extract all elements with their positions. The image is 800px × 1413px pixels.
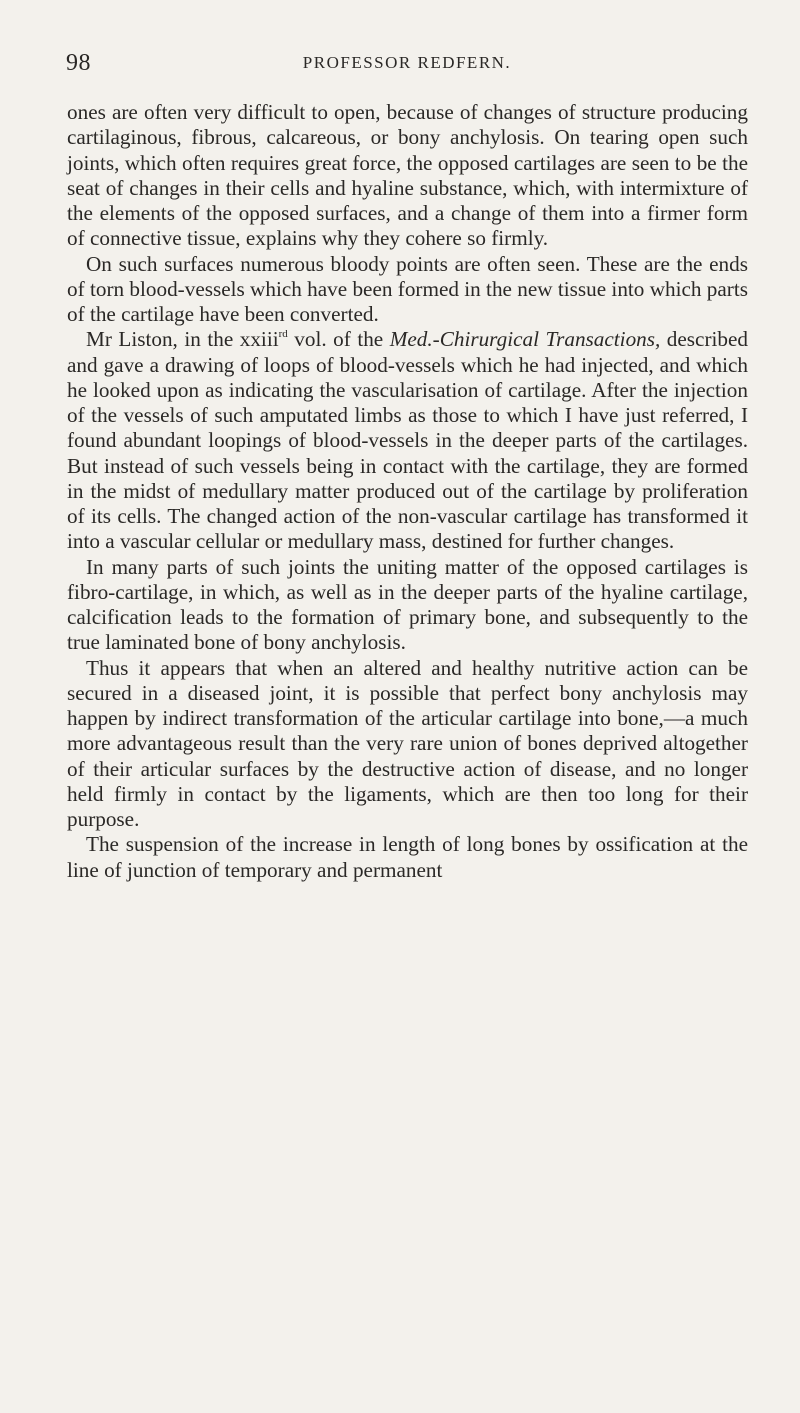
paragraph-6: The suspension of the increase in length of long bones by ossification at the line of junction of temporary and permanent: [67, 832, 748, 882]
running-header: [66, 50, 748, 80]
paragraph-4: In many parts of such joints the uniting matter of the opposed cartilages is fibro-cartilage, in which, as well as in the deeper parts of the hyaline cartilage, calcification leads to the formation of primary bone, and subsequently to the true laminated bone of bony anchylosis.: [67, 554, 748, 655]
paragraph-3-part-a: Mr Liston, in the xxiii: [86, 327, 279, 352]
running-title: PROFESSOR REDFERN.: [302, 53, 512, 72]
paragraph-3-part-c: described and gave a drawing of loops of blood-vessels which he had injected, and which he looked upon as indicating the vascularisation of cartilage. After the injection of the vessels of such amputated limbs as those to which I have just referred, I found abundant loopings of blood-vessels in the deeper parts of the cartilages. But instead of such vessels being in contact with the cartilage, they are formed in the midst of medullary matter produced out of the cartilage by proliferation of its cells. The changed action of the non-vascular cartilage has transformed it into a vascular cellular or medullary mass, destined for further changes.: [67, 327, 748, 554]
paragraph-3: [67, 327, 748, 554]
paragraph-3-part-b: vol. of the: [287, 327, 390, 352]
paragraph-2: On such surfaces numerous bloody points are often seen. These are the ends of torn blood-vessels which have been formed in the new tissue into which parts of the cartilage have been converted.: [67, 251, 748, 326]
paragraph-1: ones are often very difficult to open, because of changes of structure producing cartilaginous, fibrous, calcareous, or bony anchylosis. On tearing open such joints, which often requires great force, the opposed cartilages are seen to be the seat of changes in their cells and hyaline substance, which, with intermixture of the elements of the opposed surfaces, and a change of them into a firmer form of connective tissue, explains why they cohere so firmly.: [67, 100, 748, 251]
journal-title: Med.-Chirurgical Transactions,: [389, 327, 661, 352]
body-text: [67, 100, 748, 883]
paragraph-5: Thus it appears that when an altered and healthy nutritive action can be secured in a diseased joint, it is possible that perfect bony anchylosis may happen by indirect transformation of the articular cartilage into bone,—a much more advantageous result than the very rare union of bones deprived altogether of their articular surfaces by the destructive action of disease, and no longer held firmly in contact by the ligaments, which are then too long for their purpose.: [67, 655, 748, 831]
page-number: 98: [66, 50, 91, 76]
ordinal-superscript: rd: [278, 328, 288, 341]
